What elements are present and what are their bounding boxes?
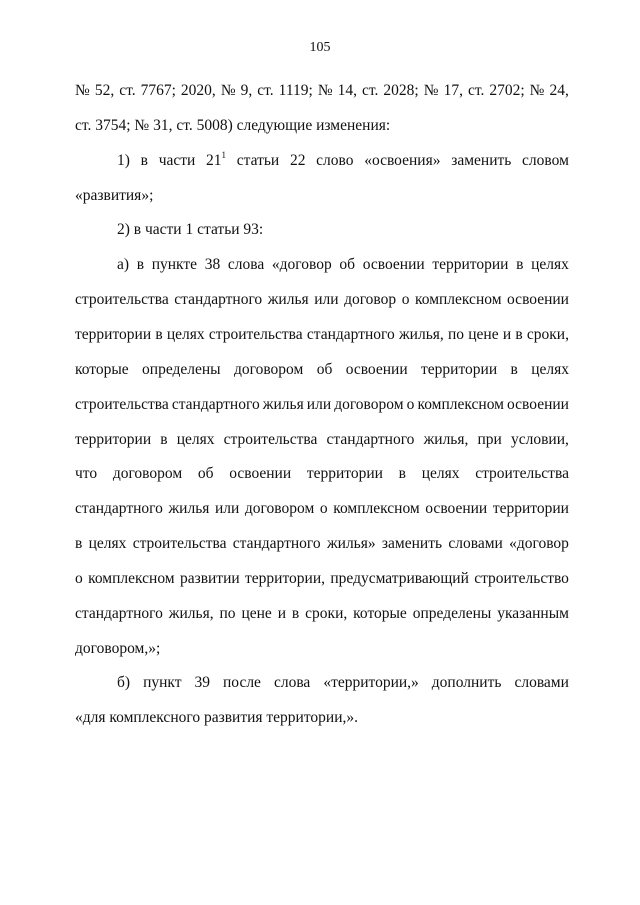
word: жилья [262,396,304,413]
word: № [423,82,439,99]
text-line-18 [117,674,569,692]
word: территории [421,361,498,378]
word: освоении [345,361,408,378]
word: жилья, [398,326,444,343]
word: в [160,431,168,448]
word: словами [448,535,503,552]
word: ст. [119,82,136,99]
word: комплексном [417,396,504,413]
word: определены [142,361,221,378]
word: комплексном [415,291,502,308]
word: комплексном [333,500,420,517]
word: цене [241,605,272,622]
word: 24, [549,82,569,99]
text-line-8 [75,326,569,344]
word: по [447,326,465,343]
word: территории, [245,570,325,587]
word: стандартного [174,291,263,308]
word: жилья, [168,605,214,622]
text-line-10 [75,396,569,414]
text-line-13 [75,500,569,518]
word: «договор [271,256,332,273]
word: 1119; [278,82,313,99]
word: № [220,82,236,99]
word: освоении [425,500,488,517]
word: в [155,326,163,343]
word: ст. [467,82,485,99]
word: заменить [381,535,443,552]
word: целях [176,431,215,448]
word: дополнить [431,674,502,691]
word: территории [306,465,383,482]
word: о [75,570,83,587]
word: № [529,82,545,99]
word: стандартного [232,535,321,552]
word: развитии [179,570,240,587]
word: или [314,291,339,308]
word: и [277,605,287,622]
word: предусматривающий [330,570,469,587]
word: целях [531,256,569,273]
word: освоении [229,465,292,482]
word: слова [273,674,311,691]
word: освоении [507,396,569,413]
word: цене [468,326,499,343]
word: о [401,291,410,308]
word: строительства [475,465,569,482]
word: 52, [94,82,115,99]
word: 39 [194,674,211,691]
word: условии, [511,431,569,448]
word: № [75,82,90,99]
word: договором [112,465,183,482]
text-line-12 [75,465,569,483]
word: стандартного [171,396,260,413]
word: 2020, [180,82,216,99]
word: строительства [132,535,227,552]
word: территории [75,326,152,343]
word: в [510,361,518,378]
word: которые [353,605,407,622]
word: об [339,256,356,273]
word: стандартного [75,605,163,622]
text-line-9 [75,361,569,379]
word: после [223,674,261,691]
text-line-11 [75,431,569,449]
text-line-19: «для комплексного развития территории,». [75,709,359,726]
text-line-17: договором,»; [75,640,161,657]
word: № [317,82,333,99]
word: территории [432,256,509,273]
word: определены [412,605,492,622]
word: строительство [474,570,569,587]
word: в [291,605,300,622]
word: стандартного [75,500,163,517]
word: договором [334,396,404,413]
word: об [316,361,333,378]
word: строительства [75,291,169,308]
word: сроки, [526,326,569,343]
word: «территории,» [323,674,419,691]
word: целях [421,465,460,482]
text-line-7 [75,291,569,309]
word: ст. [362,82,379,99]
word: что [75,465,98,482]
word: стандартного [326,431,415,448]
text-line-1 [75,82,569,100]
text-line-16 [75,605,569,623]
text-line-2: ст. 3754; № 31, ст. 5008) следующие изменения: [75,117,391,134]
word: стандартного [306,326,395,343]
word: договором [233,361,304,378]
word: об [197,465,214,482]
word: слова [227,256,265,273]
word: или [306,396,332,413]
word: при [477,431,502,448]
text-line-6 [117,256,569,274]
word: строительства [223,431,318,448]
word: о [406,396,415,413]
text-line-4: «развития»; [75,187,154,204]
word: строительства [75,396,169,413]
word: 14, [337,82,358,99]
word: о [319,500,328,517]
word: строительства [208,326,303,343]
word: 2028; [383,82,419,99]
word: жилья [267,291,309,308]
word: целях [88,535,127,552]
word: договор [344,291,397,308]
superscript-1: 1 [221,150,227,160]
word: указанным [497,605,569,622]
word: которые [75,361,129,378]
word: освоении [507,291,569,308]
word: сроки, [305,605,348,622]
word: «договор [509,535,569,552]
text-line-3: 1) в части $21^1$ статьи 22 слово «освоения» заменить словом [117,150,569,169]
word: 17, [443,82,463,99]
word: в [75,535,83,552]
word: или [215,500,240,517]
word: территории [75,431,152,448]
word: ст. [257,82,274,99]
word: пункте [151,256,198,273]
word: пункт [143,674,182,691]
text-line-5: 2) в части 1 статьи 93: [117,221,264,238]
word: а) [117,256,130,273]
word: 38 [204,256,221,273]
word: 7767; [140,82,176,99]
word: в [516,256,524,273]
word: комплексном [88,570,175,587]
word: территории [492,500,569,517]
word: б) [117,674,131,691]
word: 9, [240,82,253,99]
word: в [136,256,145,273]
word: жилья, [423,431,469,448]
word: освоении [362,256,425,273]
word: целях [166,326,205,343]
word: 2702; [489,82,525,99]
text-line-14 [75,535,569,553]
word: по [219,605,236,622]
word: словами [514,674,569,691]
word: целях [531,361,569,378]
word: жилья [168,500,210,517]
word: и [502,326,512,343]
page-number: 105 [309,40,331,55]
word: в [515,326,523,343]
word: договором [244,500,315,517]
text-line-15 [75,570,569,588]
word: в [398,465,406,482]
word: жилья» [326,535,376,552]
